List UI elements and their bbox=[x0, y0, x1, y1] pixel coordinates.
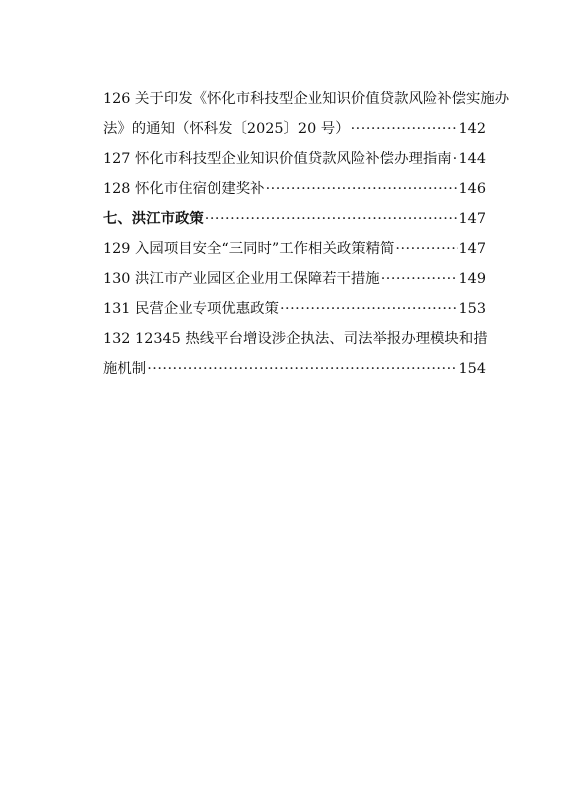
toc-page-number: 142 bbox=[458, 121, 486, 137]
toc-entry-132[interactable] bbox=[103, 324, 486, 384]
toc-page-number: 144 bbox=[458, 151, 486, 167]
toc-page-number: 147 bbox=[458, 211, 486, 227]
toc-entry-title-line2: 施机制 bbox=[103, 361, 147, 377]
dot-leader bbox=[280, 294, 458, 324]
toc-entry-128[interactable] bbox=[103, 174, 486, 204]
toc-entry-title-line1: 126 关于印发《怀化市科技型企业知识价值贷款风险补偿实施办 bbox=[103, 91, 510, 107]
toc-entry-title: 127 怀化市科技型企业知识价值贷款风险补偿办理指南 bbox=[103, 151, 452, 167]
toc-entry-129[interactable] bbox=[103, 234, 486, 264]
toc-entry-131[interactable] bbox=[103, 294, 486, 324]
toc-entry-title: 130 洪江市产业园区企业用工保障若干措施 bbox=[103, 271, 380, 287]
toc-page-number: 154 bbox=[458, 361, 486, 377]
toc-section-title: 七、洪江市政策 bbox=[103, 210, 204, 227]
toc-entry-130[interactable] bbox=[103, 264, 486, 294]
toc-entry-title: 128 怀化市住宿创建奖补 bbox=[103, 181, 265, 197]
table-of-contents bbox=[103, 84, 510, 384]
toc-page-number: 146 bbox=[458, 181, 486, 197]
toc-page-number: 147 bbox=[458, 241, 486, 257]
toc-page-number: 153 bbox=[458, 301, 486, 317]
dot-leader bbox=[205, 204, 458, 234]
dot-leader bbox=[147, 354, 457, 384]
dot-leader bbox=[351, 114, 458, 144]
dot-leader bbox=[453, 144, 458, 174]
toc-entry-title-line1: 132 12345 热线平台增设涉企执法、司法举报办理模块和措 bbox=[103, 331, 488, 347]
toc-entry-126[interactable] bbox=[103, 84, 510, 144]
dot-leader bbox=[395, 234, 457, 264]
toc-entry-127[interactable] bbox=[103, 144, 486, 174]
toc-entry-title: 129 入园项目安全“三同时”工作相关政策精简 bbox=[103, 241, 395, 257]
toc-entry-title-line2: 法》的通知（怀科发〔2025〕20 号） bbox=[103, 121, 350, 137]
dot-leader bbox=[266, 174, 458, 204]
dot-leader bbox=[381, 264, 458, 294]
toc-page-number: 149 bbox=[458, 271, 486, 287]
toc-entry-title: 131 民营企业专项优惠政策 bbox=[103, 301, 279, 317]
toc-section-hongjiang[interactable] bbox=[103, 204, 486, 234]
